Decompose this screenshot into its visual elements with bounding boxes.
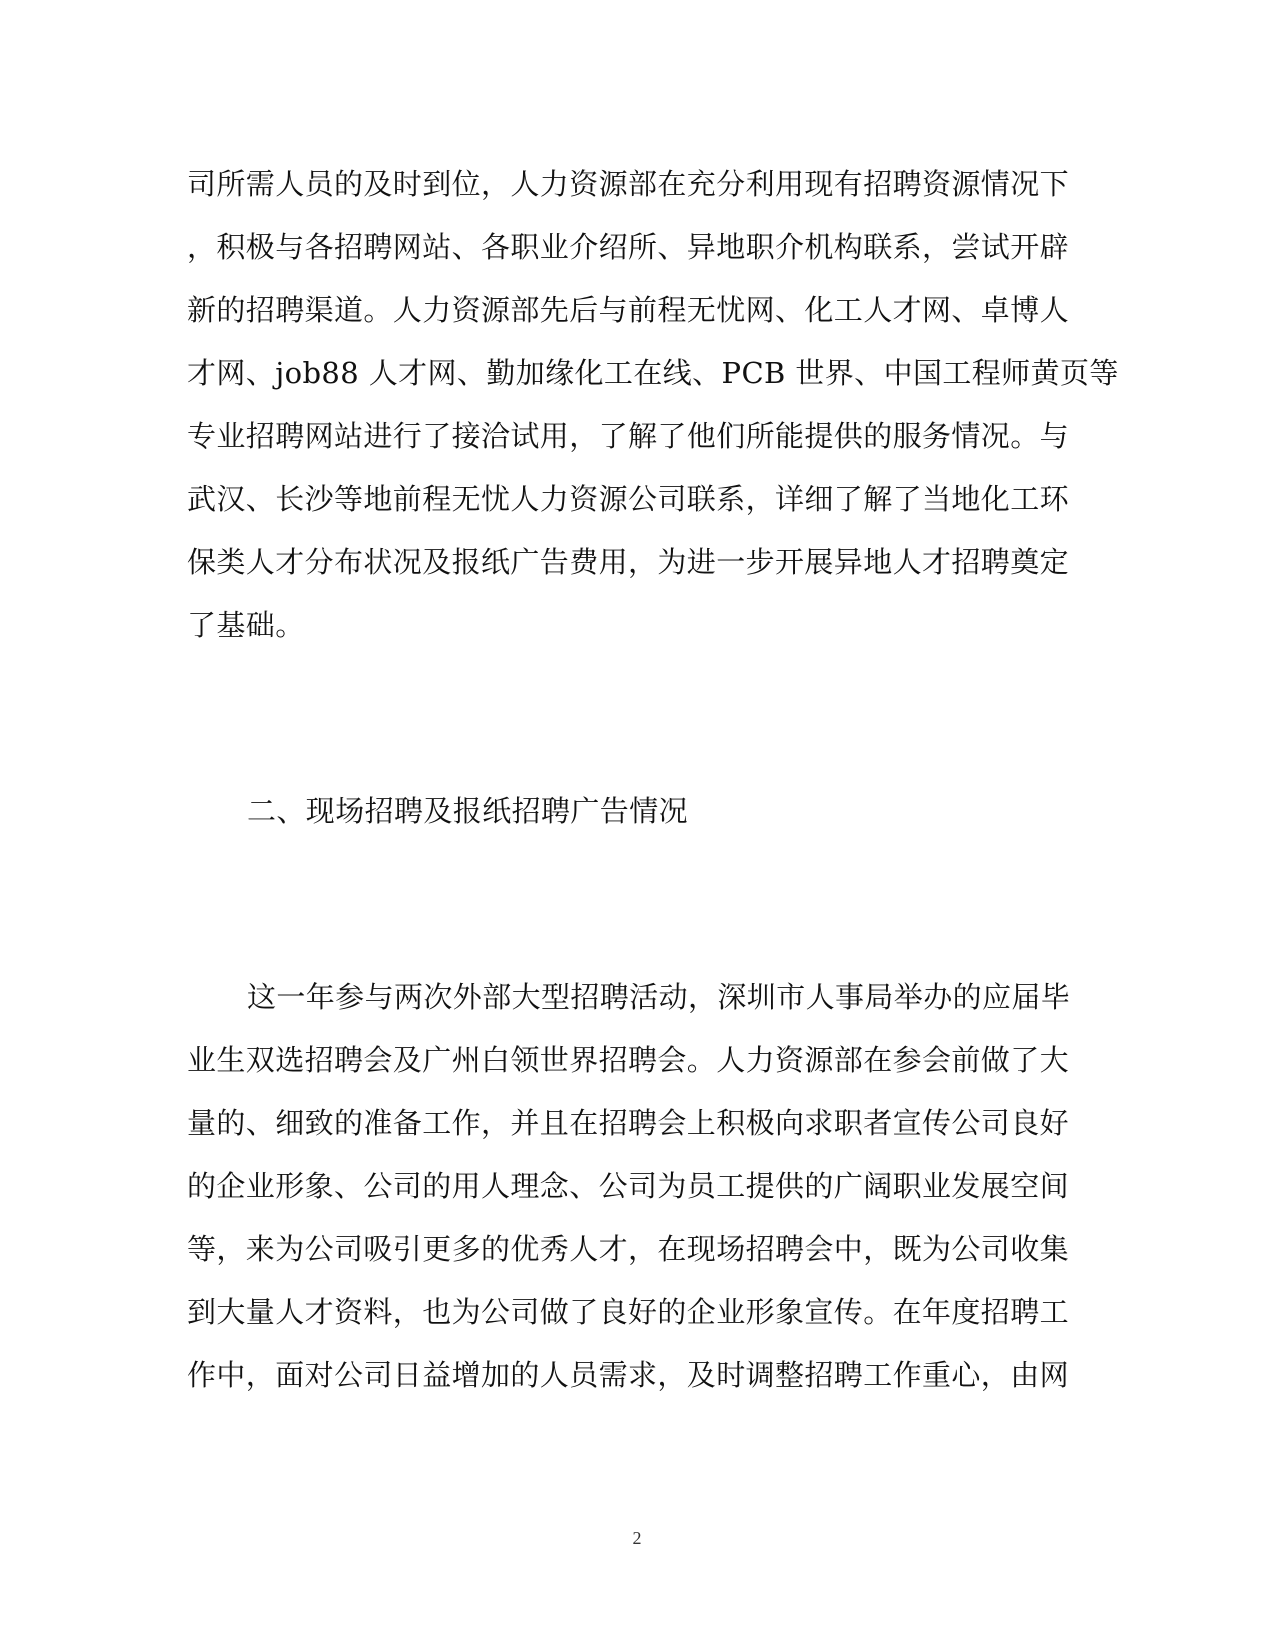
- paragraph-2-line-1: 这一年参与两次外部大型招聘活动，深圳市人事局举办的应届毕: [247, 980, 1071, 1014]
- paragraph-2-line-7: 作中，面对公司日益增加的人员需求，及时调整招聘工作重心，由网: [187, 1358, 1070, 1392]
- paragraph-1-line-7: 保类人才分布状况及报纸广告费用，为进一步开展异地人才招聘奠定: [187, 545, 1070, 579]
- paragraph-1-line-4: 才网、job88 人才网、勤加缘化工在线、PCB 世界、中国工程师黄页等: [187, 356, 1119, 390]
- page-number: 2: [632, 1528, 642, 1548]
- paragraph-1-line-1: 司所需人员的及时到位，人力资源部在充分利用现有招聘资源情况下: [187, 167, 1070, 201]
- paragraph-1-line-8: 了基础。: [187, 608, 305, 642]
- paragraph-2-line-4: 的企业形象、公司的用人理念、公司为员工提供的广阔职业发展空间: [187, 1169, 1070, 1203]
- section-heading: 二、现场招聘及报纸招聘广告情况: [247, 794, 689, 828]
- paragraph-1-line-3: 新的招聘渠道。人力资源部先后与前程无忧网、化工人才网、卓博人: [187, 293, 1070, 327]
- paragraph-2-line-5: 等，来为公司吸引更多的优秀人才，在现场招聘会中，既为公司收集: [187, 1232, 1070, 1266]
- paragraph-2-line-3: 量的、细致的准备工作，并且在招聘会上积极向求职者宣传公司良好: [187, 1106, 1070, 1140]
- paragraph-1-line-5: 专业招聘网站进行了接洽试用，了解了他们所能提供的服务情况。与: [187, 419, 1070, 453]
- paragraph-2-line-2: 业生双选招聘会及广州白领世界招聘会。人力资源部在参会前做了大: [187, 1043, 1070, 1077]
- paragraph-1-line-2: ，积极与各招聘网站、各职业介绍所、异地职介机构联系，尝试开辟: [187, 230, 1070, 264]
- paragraph-1-line-6: 武汉、长沙等地前程无忧人力资源公司联系，详细了解了当地化工环: [187, 482, 1070, 516]
- paragraph-2-line-6: 到大量人才资料，也为公司做了良好的企业形象宣传。在年度招聘工: [187, 1295, 1070, 1329]
